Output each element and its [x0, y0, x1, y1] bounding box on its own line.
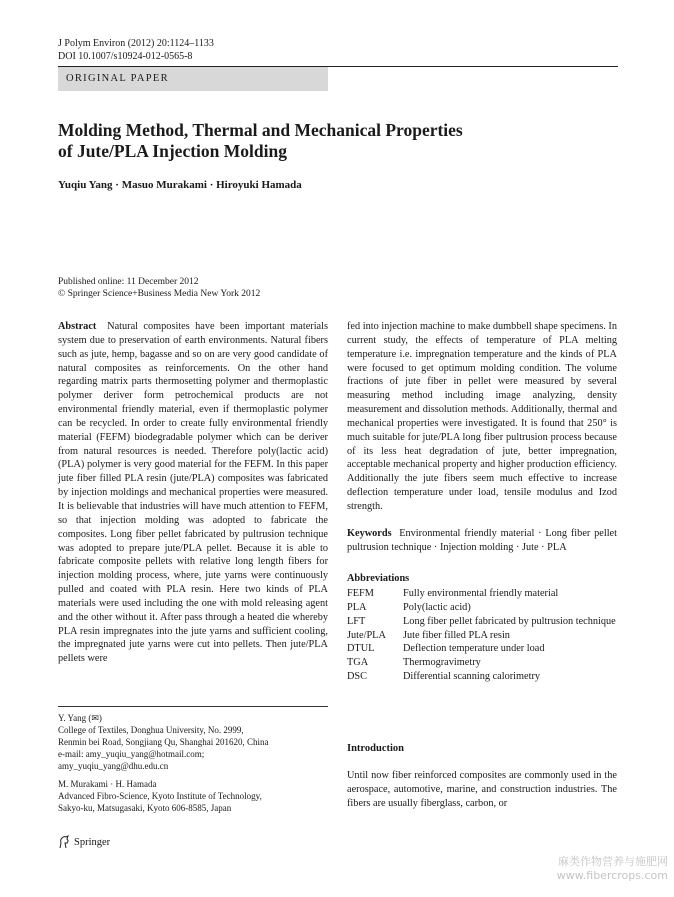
- affiliation-email: e-mail: amy_yuqiu_yang@hotmail.com;: [58, 749, 205, 759]
- abbreviations-heading: Abbreviations: [347, 573, 410, 584]
- affiliation-line: College of Textiles, Donghua University, No. 2999,: [58, 725, 244, 735]
- abstract-continued-text: fed into injection machine to make dumbbell shape specimens. In current study, the effects of temperature of PLA melting temperature i.e. impregnation temperature and the kinds of PLA were focused to get optimum molding condition. The volume fractions of jute fiber in pellet were measured by several measuring method including image analyzing, density measurement and dissolution methods. Additionally, thermal and mechanical properties were investigated. It is found that 250° is much suitable for jute/PLA long fiber pultrusion process because of its less heat degradation of jute, better impregnation, acceptable mechanical property and higher production efficiency. Additionally the jute fibers seem much effective to increase deflection temperature under load, tensile modulus and Izod strength.: [347, 321, 617, 512]
- abbreviation-definition: Differential scanning calorimetry: [403, 671, 541, 683]
- affiliation-line: Renmin bei Road, Songjiang Qu, Shanghai 201620, China: [58, 737, 269, 747]
- abbreviation-item: [347, 656, 617, 670]
- abbreviation-term: TGA: [347, 657, 369, 669]
- title-line-1: Molding Method, Thermal and Mechanical Properties: [58, 120, 463, 140]
- abbreviation-term: LFT: [347, 615, 366, 627]
- abbreviation-item: [347, 587, 617, 601]
- abbreviation-item: [347, 601, 617, 615]
- abbreviation-definition: Jute fiber filled PLA resin: [403, 629, 510, 641]
- introduction-text: Until now fiber reinforced composites are commonly used in the aerospace, automotive, marine, and construction industries. The fibers are usually fiberglass, carbon, or: [347, 770, 617, 809]
- abbreviation-term: DTUL: [347, 643, 375, 655]
- abbreviation-term: FEFM: [347, 588, 374, 599]
- abstract-column: [58, 320, 328, 666]
- affiliation-line: Sakyo-ku, Matsugasaki, Kyoto 606-8585, Japan: [58, 803, 232, 813]
- corresponding-author: Y. Yang (✉): [58, 713, 102, 723]
- affiliation-second: [58, 778, 328, 814]
- site-watermark: [557, 855, 668, 883]
- abbreviation-term: DSC: [347, 671, 368, 683]
- keywords-block: [347, 527, 617, 555]
- doi-line: DOI 10.1007/s10924-012-0565-8: [58, 51, 193, 62]
- paper-title: [58, 120, 558, 162]
- title-line-2: of Jute/PLA Injection Molding: [58, 141, 287, 161]
- abbreviation-definition: Deflection temperature under load: [403, 643, 545, 655]
- abbreviation-item: [347, 615, 617, 629]
- abbreviation-definition: Thermogravimetry: [403, 657, 481, 669]
- springer-horse-icon: [58, 835, 70, 849]
- journal-header: [58, 37, 214, 63]
- abstract-text: Natural composites have been important materials system due to preservation of earth environments. Natural fibers such as jute, hemp, bagasse and so on are very good candidate of natural composites as reinforcements. On the other hand regarding matrix parts thermosetting polymer and thermoplastic polymer deriver form petrochemical products are not environmental friendly material, even if thermoplastic polymer can be recycled. In order to create fully environmental friendly material (FEFM) biodegradable polymer which can be deriver from natural resources is needed. Therefore poly(lactic acid) (PLA) polymer is very good material for the FEFM. In this paper jute fiber filled PLA resin (jute/PLA) composites was fabricated by injection moldings and mechanical properties were measured. It is believable that industries will have much attention to FEFM, so that injection molding was adopted to fabricate the composites. Long fiber pellet fabricated by pultrusion technique was adopted to prepare jute/PLA pellet. Because it is able to fabricate composite pellets with relative long length fibers for injection molding process, where, jute yarns were continuously pulled and coated with PLA resin. Here two kinds of PLA materials were used including the one with mold releasing agent and the other without it. After pass through a heated die whereby PLA resin impregnates into the jute yarns and sufficient cooling, the impregnated jute yarns were cut into pellets. Then jute/PLA pellets were: [58, 321, 328, 665]
- footnote-rule: [58, 706, 328, 707]
- abbreviation-definition: Long fiber pellet fabricated by pultrusion technique: [403, 615, 616, 627]
- publisher-name: Springer: [74, 836, 111, 848]
- journal-citation: J Polym Environ (2012) 20:1124–1133: [58, 38, 214, 49]
- introduction-heading: Introduction: [347, 743, 404, 754]
- publication-info: [58, 276, 260, 300]
- keywords-text: Environmental friendly material · Long fiber pellet pultrusion technique · Injection molding · Jute · PLA: [347, 527, 617, 553]
- copyright-notice: © Springer Science+Business Media New York 2012: [58, 289, 261, 299]
- watermark-line-2: www.fibercrops.com: [556, 869, 668, 882]
- abstract-label: Abstract: [58, 321, 97, 332]
- abbreviation-term: PLA: [347, 601, 367, 613]
- affiliation-first: [58, 712, 328, 772]
- published-online: Published online: 11 December 2012: [58, 277, 199, 287]
- abbreviation-term: Jute/PLA: [347, 629, 386, 641]
- article-type-banner: ORIGINAL PAPER: [58, 67, 328, 91]
- publisher-footer: [58, 835, 110, 849]
- watermark-line-1: 麻类作物营养与施肥网: [558, 855, 668, 868]
- affiliation-authors: M. Murakami · H. Hamada: [58, 779, 157, 789]
- affiliation-email: amy_yuqiu_yang@dhu.edu.cn: [58, 761, 169, 771]
- author-list: Yuqiu Yang · Masuo Murakami · Hiroyuki Hamada: [58, 179, 302, 191]
- abbreviations-list: [347, 587, 617, 684]
- abbreviation-item: [347, 670, 617, 684]
- keywords-label: Keywords: [347, 527, 392, 539]
- abbreviation-definition: Poly(lactic acid): [403, 601, 471, 613]
- abstract-continued-column: [347, 320, 617, 555]
- affiliation-line: Advanced Fibro-Science, Kyoto Institute of Technology,: [58, 791, 262, 801]
- abbreviation-definition: Fully environmental friendly material: [403, 588, 559, 599]
- abbreviation-item: [347, 629, 617, 643]
- abbreviation-item: [347, 642, 617, 656]
